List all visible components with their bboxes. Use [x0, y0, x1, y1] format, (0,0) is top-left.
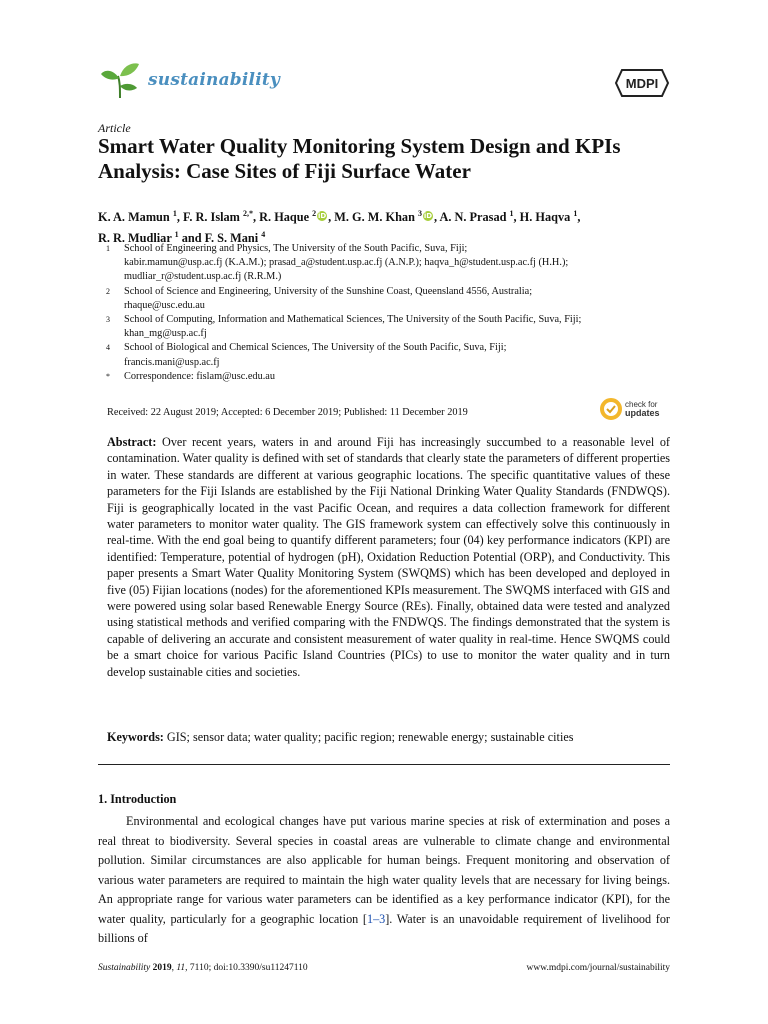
- affiliation-line: School of Science and Engineering, University of the Sunshine Coast, Queensland 4556, Australia;: [124, 285, 533, 297]
- footer-doi: , 7110; doi:10.3390/su11247110: [185, 963, 308, 973]
- affiliation-item: [98, 370, 678, 384]
- publication-dates: Received: 22 August 2019; Accepted: 6 December 2019; Published: 11 December 2019: [107, 407, 468, 418]
- author-separator: and: [178, 231, 205, 246]
- check-updates-text: [625, 400, 660, 418]
- author-name: H. Haqva: [519, 210, 571, 225]
- keywords-label: Keywords:: [107, 730, 164, 744]
- keywords: [107, 730, 670, 745]
- introduction-paragraph: [98, 812, 670, 949]
- mdpi-text: MDPI: [625, 76, 659, 91]
- affiliation-line: School of Computing, Information and Mathematical Sciences, The University of the South Pacific, Suva, Fiji;: [124, 314, 582, 326]
- affiliation-item: [98, 242, 678, 285]
- intro-text-after: ]. Water is an unavoidable requirement of livelihood for billions of: [98, 911, 670, 945]
- author-affiliation-sup: 2: [312, 209, 317, 218]
- affiliation-text: [124, 242, 678, 285]
- author-list: [98, 205, 678, 247]
- check-updates-icon: [600, 398, 622, 420]
- affiliation-line: kabir.mamun@usp.ac.fj (K.A.M.); prasad_a@student.usp.ac.fj (A.N.P.); haqva_h@student.usp.ac.fj (H.H.);: [124, 257, 569, 269]
- footer-url[interactable]: www.mdpi.com/journal/sustainability: [526, 963, 670, 973]
- author-separator: ,: [253, 210, 260, 225]
- author-affiliation-sup: 1: [172, 209, 177, 218]
- author-name: R. R. Mudliar: [98, 231, 172, 246]
- affiliation-line: School of Biological and Chemical Sciences, The University of the South Pacific, Suva, Fiji;: [124, 342, 507, 354]
- footer-year: 2019: [152, 963, 172, 973]
- keywords-text: GIS; sensor data; water quality; pacific region; renewable energy; sustainable cities: [163, 730, 574, 744]
- affiliation-item: [98, 285, 678, 313]
- article-title: Smart Water Quality Monitoring System Design and KPIs Analysis: Case Sites of Fiji Surface Water: [98, 134, 621, 183]
- check-updates-line2: updates: [625, 408, 660, 418]
- author-name: K. A. Mamun: [98, 210, 170, 225]
- footer-citation: Sustainability 2019, 11, 7110; doi:10.3390/su11247110: [98, 963, 308, 973]
- intro-text-before: Environmental and ecological changes have put various marine species at risk of extermination and poses a real threat to biodiversity. Several species in coastal areas are vulnerable to climate change and environmental pollution. Similar circumstances are also applicable for human beings. Frequent monitoring and observation of various water parameters are required to maintain the high water quality levels that are necessary for living beings. An appropriate range for various water parameters can be identified as a key performance indicator (KPI), for the water quality, particularly for a geographic location [: [98, 814, 670, 926]
- affiliation-text: [124, 313, 678, 341]
- author-affiliation-sup: 2,*: [243, 209, 254, 218]
- abstract: [107, 434, 670, 680]
- affiliation-text: [124, 285, 678, 313]
- affiliation-number: *: [106, 371, 110, 381]
- author-name: F. R. Islam: [182, 210, 240, 225]
- affiliation-line: School of Engineering and Physics, The University of the South Pacific, Suva, Fiji;: [124, 243, 468, 254]
- orcid-icon[interactable]: iD: [423, 212, 433, 221]
- leaf-icon: [98, 60, 142, 100]
- affiliation-line: francis.mani@usp.ac.fj: [124, 356, 220, 368]
- check-for-updates-badge[interactable]: [600, 398, 660, 420]
- abstract-text: Over recent years, waters in and around Fiji has increasingly succumbed to a reasonable level of contamination. Water quality is defined with set of standards that clearly state the parameters of different properties in water. These standards are different at various geographic locations. The specific quantitative values of these parameters for the Fiji Islands are established by the Fiji National Drinking Water Quality Standards (FNDWQS). Fiji is geographically located in the vast Pacific Ocean, and requires a data collection framework for different water parameters to monitor water quality. The GIS framework system can effectively solve this continuously in real-time. With the end goal being to quantify different parameters; four (04) key performance indicators (KPI) are identified: Temperature, potential of hydrogen (pH), Oxidation Reduction Potential (ORP), and Conductivity. This paper presents a Smart Water Quality Monitoring System (SWQMS) which has been developed and deployed in five (05) Fijian locations (nodes) for the aforementioned KPIs measurement. The SWQMS interfaced with GIS and were powered using solar based Renewable Energy Source (REs). Finally, obtained data were tested and analyzed using statistical methods and verified comparing with the FNDWQS. The findings demonstrated that the system is capable of delivering an accurate and consistent measurement of water quality in real-time. Hence SWQMS could be a smart choice for various Pacific Island Countries (PICs) to use to monitor the water quality and in turn develop sustainable cities and societies.: [107, 435, 670, 679]
- author-affiliation-sup: 4: [261, 230, 266, 240]
- check-updates-line1: check for: [625, 400, 658, 409]
- affiliation-text: [124, 370, 678, 384]
- citation-link[interactable]: 1–3: [366, 911, 386, 926]
- affiliation-text: [124, 341, 678, 369]
- introduction-heading: 1. Introduction: [98, 792, 177, 806]
- author-name: F. S. Mani: [204, 231, 259, 246]
- author-separator: ,: [513, 210, 520, 225]
- affiliation-item: [98, 341, 678, 369]
- orcid-icon[interactable]: iD: [318, 212, 327, 221]
- article-type: Article: [98, 121, 131, 135]
- affiliation-line: mudliar_r@student.usp.ac.fj (R.R.M.): [124, 271, 282, 283]
- author-name: M. G. M. Khan: [334, 210, 415, 225]
- author-affiliation-sup: 1: [174, 230, 179, 240]
- section-divider: [98, 764, 670, 765]
- author-affiliation-sup: 1: [509, 209, 514, 218]
- author-separator: ,: [328, 210, 335, 225]
- abstract-label: Abstract:: [107, 435, 157, 449]
- author-affiliation-sup: 3: [418, 209, 422, 218]
- affiliation-line: rhaque@usc.edu.au: [124, 299, 205, 311]
- author-affiliation-sup: 1: [573, 209, 578, 218]
- affiliation-number: 2: [106, 286, 110, 296]
- mdpi-logo[interactable]: [614, 68, 670, 98]
- affiliation-line: khan_mg@usp.ac.fj: [124, 328, 207, 340]
- author-separator: ,: [176, 210, 183, 225]
- author-separator: ,: [434, 210, 440, 225]
- author-separator: ,: [577, 210, 581, 225]
- affiliation-number: 1: [106, 244, 110, 253]
- affiliation-number: 4: [106, 343, 110, 353]
- affiliations: [98, 242, 678, 384]
- affiliation-number: 3: [106, 315, 110, 325]
- affiliation-line: Correspondence: fislam@usc.edu.au: [124, 370, 276, 382]
- author-name: R. Haque: [259, 210, 310, 225]
- journal-name: sustainability: [148, 70, 280, 90]
- affiliation-item: [98, 313, 678, 341]
- journal-logo[interactable]: [98, 60, 280, 100]
- footer-journal: Sustainability: [98, 963, 151, 973]
- author-name: A. N. Prasad: [439, 210, 507, 225]
- footer-volume: 11: [176, 963, 186, 973]
